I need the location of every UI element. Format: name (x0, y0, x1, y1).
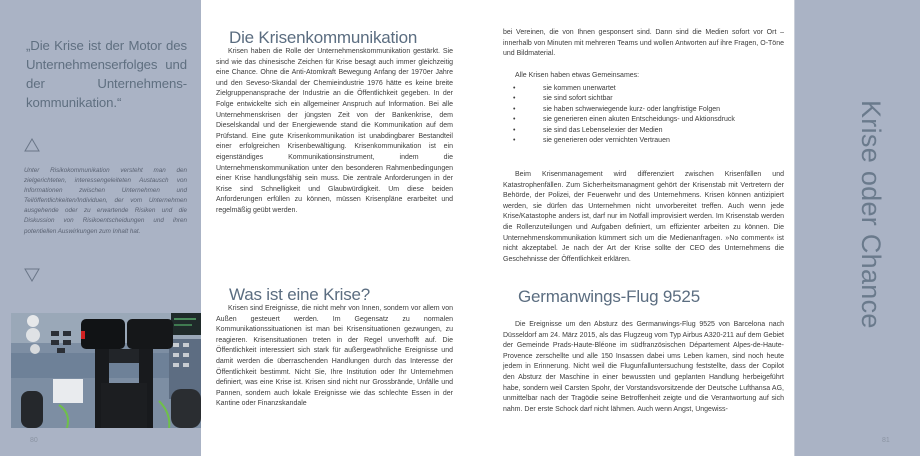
bullet-icon: • (513, 85, 516, 92)
crisis-management-block (503, 170, 784, 265)
triangle-up-icon (24, 138, 40, 152)
left-sidebar (0, 0, 201, 456)
list-item (513, 94, 735, 104)
list-item-text: sie haben schwerwiegende kurz- oder langfristige Folgen (543, 105, 721, 113)
paragraph-continuation: bei Vereinen, die von Ihnen gesponsert sind. Dann sind die Medien sofort vor Ort – innerhalb von Minuten mit mehreren Teams und wollen Antworten auf ihre Fragen, O-Töne und Bildmaterial. (503, 29, 784, 58)
bullet-icon: • (513, 105, 516, 113)
risk-communication-sidenote: Unter Risikokommunikation versteht man den zielgerichteten, interessengeleiteten Austausch von Informationen zwischen Unternehmen und Teilöffentlichkeiten/Individuen, der vom Unternehmen ausgehende oder zu erwartende Risiken und die Diskussion von Risikoentscheidungen und ihren potentiellen Auswirkungen zum Inhalt hat. (24, 167, 187, 235)
heading-krisenkommunikation: Die Krisenkommunikation (229, 28, 418, 47)
section-krisenkommunikation (216, 47, 453, 217)
section-was-ist-eine-krise (216, 304, 453, 410)
right-page (460, 0, 794, 456)
cockpit-photo-illustration (11, 313, 201, 428)
list-item (513, 105, 735, 115)
crisis-characteristics-list (513, 84, 735, 146)
list-item-text: sie generieren oder vernichten Vertrauen (543, 137, 670, 145)
list-item-text: sie generieren einen akuten Entscheidungs- und Aktionsdruck (543, 116, 735, 124)
heading-germanwings: Germanwings-Flug 9525 (518, 287, 700, 306)
list-item-text: sie sind sofort sichtbar (543, 95, 613, 103)
paragraph-germanwings: Die Ereignisse um den Absturz des Germanwings-Flug 9525 von Barcelona nach Düsseldorf am 24. März 2015, als das Flugzeug vom Typ Airbus A320-211 auf dem Gebiet der Gemeinde Prads-Haute-Bléone im südfranzösischen Département Alpes-de-Haute-Provence zerschellte und alle 150 Insassen dabei ums Leben kamen, sind noch heute jedem in Erinnerung. Nicht weil die Flugunfalluntersuchung feststellte, dass der Copilot den Absturz der Maschine in einer bewussten und geplanten Handlung herbeigeführt habe, sondern weil Carsten Spohr, der Vorstandsvorsitzende der Deutsche Lufthansa AG, unmittelbar nach der Tragödie seine Betroffenheit zeigte und die Verantwortung auf sich nahm. Der erste Schock darf nicht lähmen. Auch wenn Angst, Ungewiss- (503, 321, 784, 413)
bullet-icon: • (513, 95, 516, 103)
bullet-icon: • (513, 126, 516, 134)
heading-was-ist-eine-krise: Was ist eine Krise? (229, 285, 371, 304)
list-item (513, 126, 735, 136)
page-number-left: 80 (30, 437, 38, 444)
bullet-icon: • (513, 137, 516, 145)
section-germanwings (503, 320, 784, 415)
page-number-right: 81 (882, 437, 890, 444)
list-item (513, 115, 735, 125)
bullet-icon: • (513, 116, 516, 124)
triangle-down-icon (24, 268, 40, 282)
paragraph-crisis-management: Beim Krisenmanagement wird differenziert zwischen Krisenfällen und Katastrophenfällen. Zum Sicherheitsmanagment gehört der Krisenstab mit Vertretern der Behörde, der Polizei, der Feuerwehr und des Unternehmens. Krisen können antizipiert werden, sie dürfen das Unternehmen nicht unvorbereitet treffen. Auch wenn jede Krise/Katastophe anders ist, darf nur im Notfall improvisiert werden. Im Krisenstab werden die Rollenzuteilungen und Aufgaben definiert, um effizienter arbeiten zu können. Die Unternehmenskommunikation kümmert sich um die Medienanfragen. »No comment« ist nicht akzeptabel. Je nach der Art der Krise sollte der CEO des Unternehmens die Geschehnisse der Öffentlichkeit erklären. (503, 171, 784, 263)
paragraph-was-ist-eine-krise: Krisen sind Ereignisse, die nicht mehr von Innen, sondern vor allem von Außen gesteuert werden. Im Gegensatz zu normalen Kommunikationssituationen ist man bei Krisensituationen gezwungen, zu reagieren. Krisensituationen treten in der Regel unverhofft auf. Die Öffentlichkeit interessiert sich stark für außergewöhnliche Ereignisse und damit werden die überraschenden Handlungen durch das Interesse der Öffentlichkeit bestimmt. Nicht Sie, Ihre Institution oder Ihr Unternehmen definiert, was eine Krise ist. Krisen sind nicht nur Grossbrände, Unfälle und Pannen, sondern auch lokale Ereignisse wie das schlechte Essen in der Kantine oder Finanzskandale (216, 305, 453, 408)
chapter-title-vertical: Krise oder Chance (856, 100, 886, 329)
paragraph-krisenkommunikation: Krisen haben die Rolle der Unternehmenskommunikation gestärkt. Sie sind wie das chinesische Zeichen für Krise besagt auch immer gleichzeitig eine Chance. Ohne die Anti-Atomkraft Bewegung Anfang der 1970er Jahre und den Seveso-Skandal der Chemieindustrie 1976 hätte es keine breite Zielgruppenansprache der Industrie an die Öffentlichkeit gegeben. In der Folge entwickelte sich ein allgemeiner Anspruch auf Information. Bei alle Unternehmenskrisen der jüngsten Zeit von der Bankenkrise, dem Dieselskandal und der Energiewende stand die Kommunikation auf dem Prüfstand. Eine gute Krisenkommunikation ist unabdingbarer Bestandteil einer erfolgreichen Krisenbewältigung. Krisenkommunikation ist ein eigenständiges Kommunikationsinstrument, indem die Unternehmenskommunikation unter den besonderen Rahmenbedingungen einer Krise handlungsfähig sein muss. Die zentrale Anforderungen in der Krise sind Schnelligkeit und Glaubwürdigkeit. Um diese beiden Anforderungen erfüllen zu können, müssen Krisenpläne erarbeitet und regelmäßig geübt werden. (216, 48, 453, 214)
list-item-text: sie kommen unerwartet (543, 85, 616, 92)
list-item-text: sie sind das Lebenselexier der Medien (543, 126, 663, 134)
list-item (513, 136, 735, 146)
left-page (201, 0, 460, 456)
cockpit-photo (11, 313, 201, 428)
list-item (513, 84, 735, 94)
pull-quote: „Die Krise ist der Motor des Unternehmenserfolges und der Unternehmens-kommunikation.“ (26, 38, 187, 110)
list-intro: Alle Krisen haben etwas Gemeinsames: (515, 72, 640, 79)
continuation-block (503, 28, 784, 60)
